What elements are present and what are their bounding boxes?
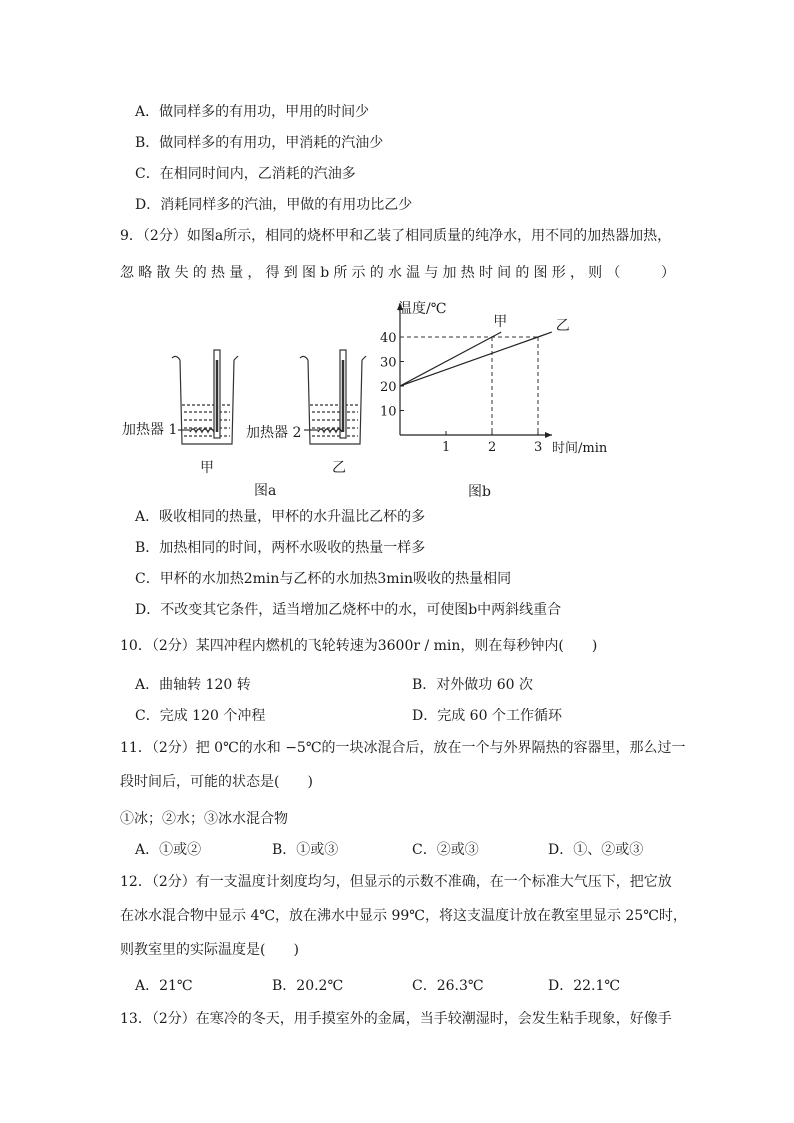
q10-option-d: D．完成 60 个工作循环: [412, 708, 562, 724]
figure-a-caption: 图a: [254, 483, 277, 499]
y-tick-label: 10: [380, 404, 397, 420]
figure-b-chart: [370, 295, 620, 500]
q9-option-a: A．吸收相同的热量，甲杯的水升温比乙杯的多: [135, 509, 426, 525]
q9-option-b: B．加热相同的时间，两杯水吸收的热量一样多: [135, 540, 426, 556]
q11-option-d: D．①、②或③: [548, 842, 644, 858]
beaker-yi-label: 乙: [332, 460, 346, 476]
q12-option-b: B．20.2℃: [272, 978, 344, 994]
x-tick-label: 1: [442, 440, 451, 455]
q9-stem-line2: 忽略散失的热量，得到图b所示的水温与加热时间的图形，则（ ）: [120, 265, 680, 281]
x-tick-label: 3: [534, 440, 543, 455]
q8-option-d: D．消耗同样多的汽油，甲做的有用功比乙少: [135, 197, 413, 213]
x-axis-label: 时间/min: [552, 441, 608, 456]
q10-option-c: C．完成 120 个冲程: [135, 708, 266, 724]
q8-option-a: A．做同样多的有用功，甲用的时间少: [135, 104, 370, 120]
y-tick-label: 30: [380, 355, 397, 371]
figure-b-caption: 图b: [468, 484, 491, 500]
q12-option-a: A．21℃: [135, 978, 193, 994]
heater-2-label: 加热器 2: [246, 425, 302, 441]
x-axis-arrow: [545, 432, 552, 438]
q9-option-c: C．甲杯的水加热2min与乙杯的水加热3min吸收的热量相同: [135, 571, 512, 587]
q12-stem-line2: 在冰水混合物中显示 4℃，放在沸水中显示 99℃，将这支温度计放在教室里显示 25℃时，: [120, 908, 687, 924]
series-label-yi: 乙: [555, 318, 570, 335]
q8-option-c: C．在相同时间内，乙消耗的汽油多: [135, 166, 356, 182]
heater-1-label: 加热器 1: [122, 422, 178, 438]
q12-stem-line1: 12．（2分）有一支温度计刻度均匀，但显示的示数不准确，在一个标准大气压下，把它放: [120, 874, 672, 890]
q12-option-d: D．22.1℃: [548, 978, 621, 994]
q13-stem-line1: 13．（2分）在寒冷的冬天，用手摸室外的金属，当手较潮湿时，会发生粘手现象，好像手: [120, 1011, 672, 1027]
q9-stem-line1: 9．（2分）如图a所示，相同的烧杯甲和乙装了相同质量的纯净水，用不同的加热器加热，: [120, 228, 672, 244]
q10-option-b: B．对外做功 60 次: [412, 677, 534, 693]
x-tick-label: 2: [488, 440, 497, 455]
series-line-jia: [400, 332, 501, 386]
beaker-jia-label: 甲: [200, 460, 214, 476]
q10-stem: 10．（2分）某四冲程内燃机的飞轮转速为3600r / min，则在每秒钟内( ): [120, 638, 598, 654]
q9-option-d: D．不改变其它条件，适当增加乙烧杯中的水，可使图b中两斜线重合: [135, 602, 562, 618]
q12-option-c: C．26.3℃: [412, 978, 484, 994]
q11-states: ①冰；②水；③冰水混合物: [120, 811, 288, 827]
y-tick-label: 40: [380, 331, 397, 346]
q10-option-a: A．曲轴转 120 转: [135, 677, 251, 693]
y-tick-label: 20: [380, 380, 397, 395]
q11-option-c: C．②或③: [412, 842, 479, 858]
series-line-yi: [400, 332, 552, 386]
y-axis-label: 温度/℃: [398, 301, 447, 317]
q11-stem-line1: 11．（2分）把 0℃的水和 −5℃的一块冰混合后，放在一个与外界隔热的容器里，那么过一: [120, 740, 686, 756]
series-label-jia: 甲: [493, 314, 508, 331]
q11-option-a: A．①或②: [135, 842, 202, 858]
beaker-yi: [300, 350, 366, 444]
beaker-jia: [172, 350, 238, 444]
q8-option-b: B．做同样多的有用功，甲消耗的汽油少: [135, 135, 384, 151]
q11-stem-line2: 段时间后，可能的状态是( ): [120, 774, 313, 790]
figure-a: [118, 340, 368, 500]
q12-stem-line3: 则教室里的实际温度是( ): [120, 942, 299, 958]
q11-option-b: B．①或③: [272, 842, 339, 858]
